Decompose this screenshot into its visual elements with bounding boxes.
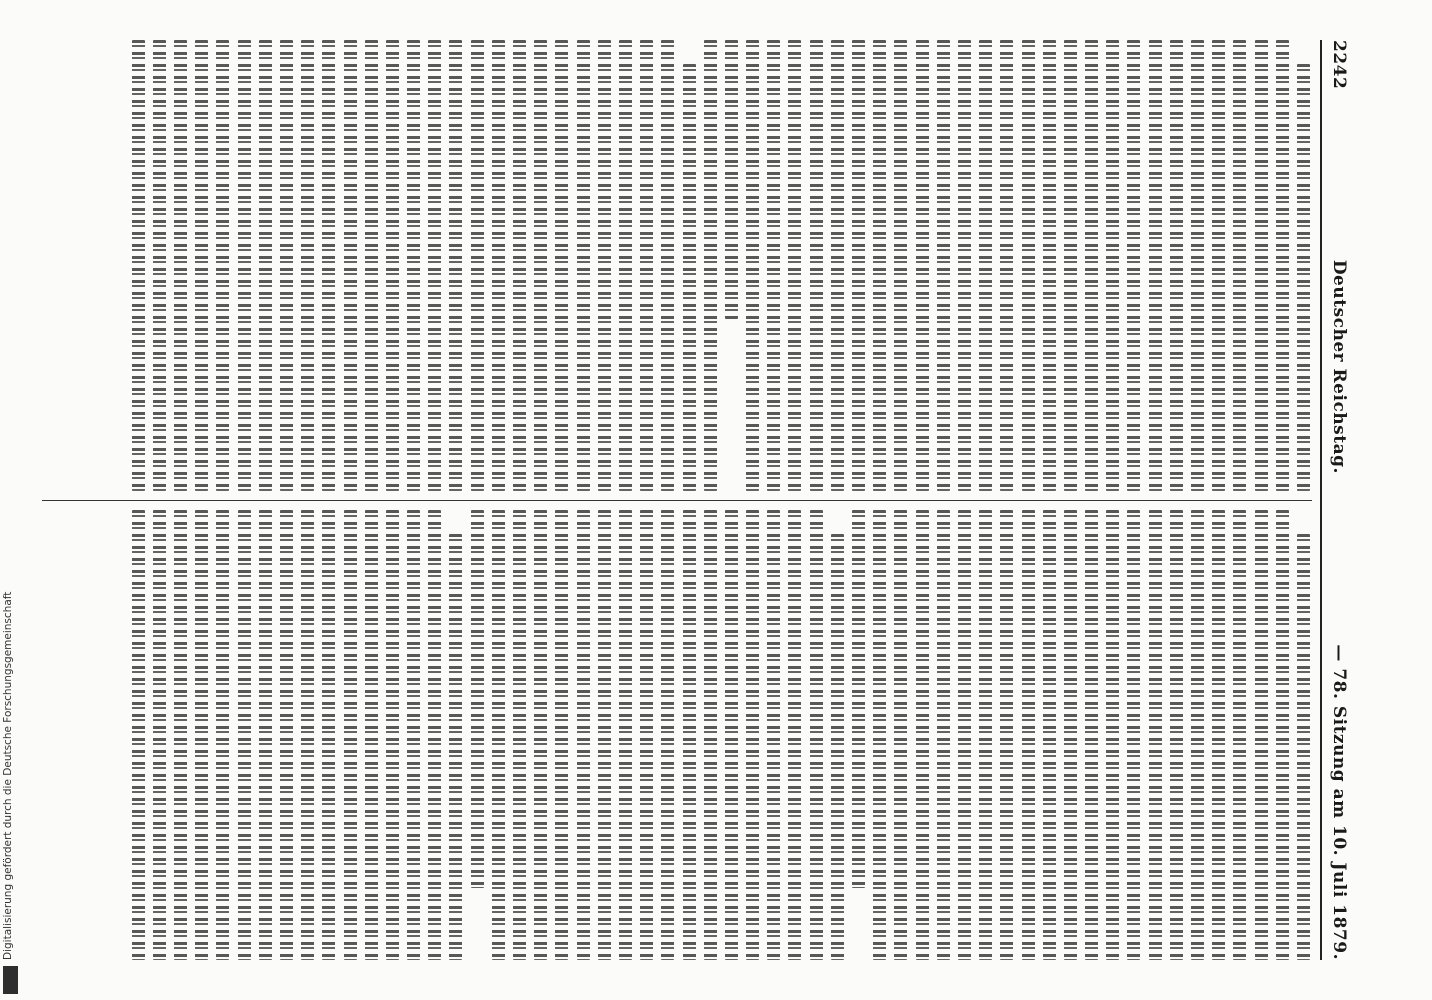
text-line [1149, 40, 1162, 491]
text-line [1085, 510, 1098, 961]
text-line [852, 510, 865, 888]
text-line [916, 510, 929, 961]
text-line [471, 40, 484, 491]
text-line [1000, 510, 1013, 961]
publication-title: Deutscher Reichstag. [1329, 259, 1349, 474]
session-info: — 78. Sitzung am 10. Juli 1879. [1329, 644, 1349, 960]
text-line [195, 510, 208, 961]
text-line [1297, 64, 1310, 491]
text-line [725, 510, 738, 961]
text-line [767, 40, 780, 491]
text-line [1255, 40, 1268, 491]
text-line [513, 40, 526, 491]
text-line [195, 40, 208, 491]
column-divider [42, 500, 1312, 501]
text-line [1106, 510, 1119, 961]
text-line [661, 510, 674, 961]
text-line [555, 40, 568, 491]
text-line [831, 40, 844, 491]
text-line [1043, 510, 1056, 961]
text-line [598, 40, 611, 491]
text-line [450, 534, 463, 961]
text-line [428, 40, 441, 491]
text-line [1170, 40, 1183, 491]
text-line [301, 510, 314, 961]
text-line [238, 40, 251, 491]
text-line [259, 510, 272, 961]
digitization-footer [0, 0, 22, 1000]
text-line [1212, 510, 1225, 961]
text-line [979, 40, 992, 491]
text-line [1191, 40, 1204, 491]
text-line [534, 40, 547, 491]
text-line [301, 40, 314, 491]
text-line [789, 40, 802, 491]
text-line [937, 510, 950, 961]
text-line [365, 40, 378, 491]
text-line [1276, 40, 1289, 491]
text-line [280, 510, 293, 961]
text-line [534, 510, 547, 961]
text-line [428, 510, 441, 961]
text-line [577, 510, 590, 961]
text-line [1085, 40, 1098, 491]
text-line [322, 510, 335, 961]
dfg-credit: Digitalisierung gefördert durch die Deutsche Forschungsgemeinschaft [2, 591, 14, 960]
text-line [1149, 510, 1162, 961]
text-line [386, 510, 399, 961]
text-line [492, 40, 505, 491]
text-line [619, 40, 632, 491]
text-line [216, 510, 229, 961]
text-line [174, 40, 187, 491]
text-line [1212, 40, 1225, 491]
text-line [1000, 40, 1013, 491]
page-header [1320, 40, 1356, 960]
text-line [259, 40, 272, 491]
text-line [153, 510, 166, 961]
text-line [704, 40, 717, 491]
text-line [894, 40, 907, 491]
text-line [174, 510, 187, 961]
text-columns [42, 40, 1312, 960]
text-line [873, 40, 886, 491]
text-line [789, 510, 802, 961]
text-line [704, 510, 717, 961]
text-line [1106, 40, 1119, 491]
page-number: 2242 [1329, 40, 1349, 90]
text-line [619, 510, 632, 961]
text-line [471, 510, 484, 888]
text-line [746, 40, 759, 491]
text-line [958, 510, 971, 961]
text-line [132, 510, 145, 961]
text-line [492, 510, 505, 961]
text-line [153, 40, 166, 491]
text-line [407, 40, 420, 491]
left-column [42, 40, 1312, 491]
text-line [1022, 510, 1035, 961]
text-line [916, 40, 929, 491]
text-line [640, 510, 653, 961]
right-column [42, 510, 1312, 961]
text-line [1191, 510, 1204, 961]
text-line [746, 510, 759, 961]
text-line [1022, 40, 1035, 491]
text-line [894, 510, 907, 961]
text-line [767, 510, 780, 961]
text-line [852, 40, 865, 491]
text-line [1297, 534, 1310, 961]
text-line [831, 534, 844, 961]
text-line [810, 40, 823, 491]
dfg-logo-icon [3, 966, 18, 994]
text-line [132, 40, 145, 491]
text-line [280, 40, 293, 491]
text-line [1276, 510, 1289, 961]
text-line [725, 40, 738, 319]
text-line [344, 40, 357, 491]
text-line [1064, 510, 1077, 961]
text-line [873, 510, 886, 961]
text-line [683, 510, 696, 961]
text-line [1233, 510, 1246, 961]
text-line [344, 510, 357, 961]
text-line [1128, 510, 1141, 961]
text-line [640, 40, 653, 491]
text-line [683, 64, 696, 491]
text-line [577, 40, 590, 491]
text-line [1233, 40, 1246, 491]
rotated-print-sheet [36, 40, 1356, 960]
text-line [1064, 40, 1077, 491]
text-line [386, 40, 399, 491]
text-line [1170, 510, 1183, 961]
text-line [365, 510, 378, 961]
text-line [979, 510, 992, 961]
text-line [322, 40, 335, 491]
text-line [555, 510, 568, 961]
text-line [407, 510, 420, 961]
text-line [937, 40, 950, 491]
text-line [810, 510, 823, 961]
text-line [450, 40, 463, 491]
text-line [958, 40, 971, 491]
text-line [1043, 40, 1056, 491]
text-line [1255, 510, 1268, 961]
text-line [1128, 40, 1141, 491]
text-line [216, 40, 229, 491]
text-line [661, 40, 674, 491]
text-line [513, 510, 526, 961]
text-line [238, 510, 251, 961]
text-line [598, 510, 611, 961]
